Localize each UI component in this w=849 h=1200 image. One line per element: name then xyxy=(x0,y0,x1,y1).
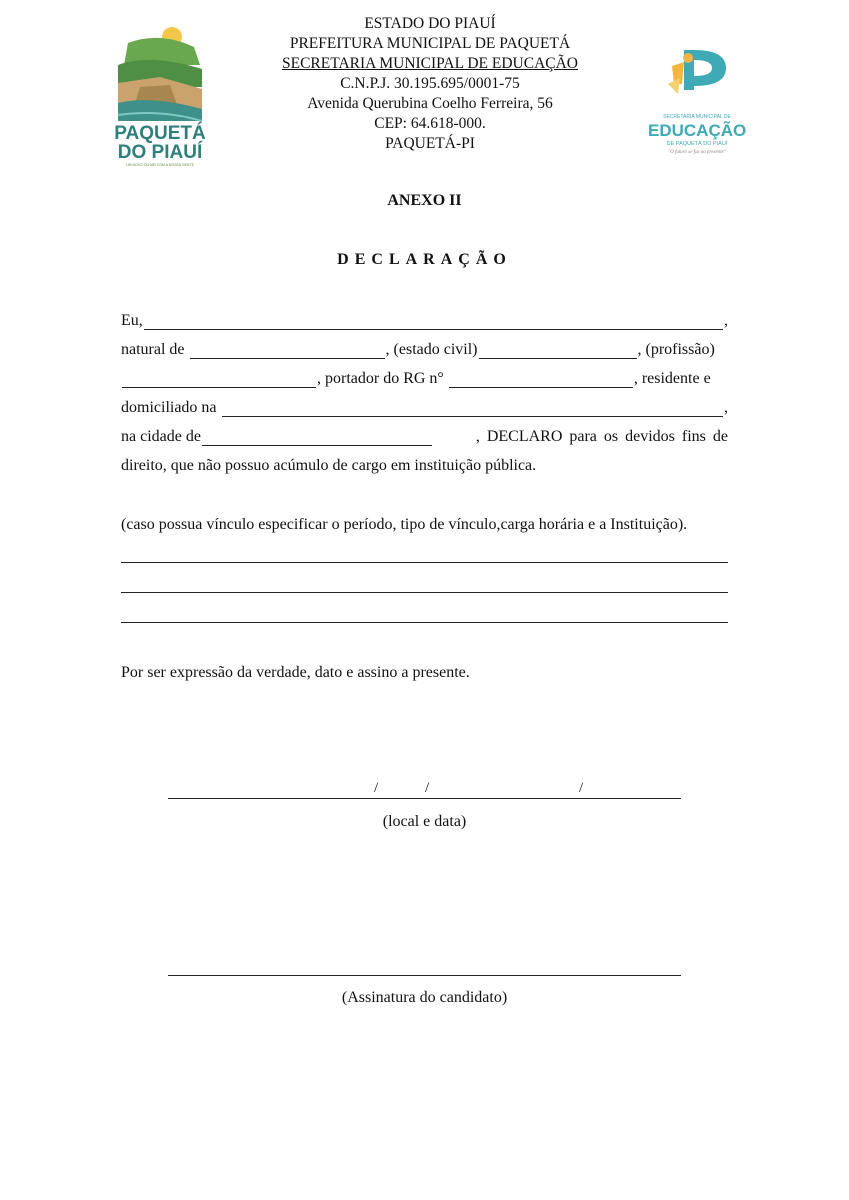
comma: , xyxy=(724,312,728,329)
logo-left-top-text: PREFEITURA DE xyxy=(133,117,187,123)
bond-note: (caso possua vínculo especificar o período, tipo de vínculo,carga horária e a Instituição). xyxy=(121,516,688,533)
header-state: ESTADO DO PIAUÍ xyxy=(364,15,496,32)
rg-field[interactable] xyxy=(449,371,633,388)
date-slash-3: / xyxy=(579,780,584,796)
annex-title: ANEXO II xyxy=(387,192,462,209)
bond-details-line-3[interactable] xyxy=(121,622,728,623)
logo-left-name-2: DO PIAUÍ xyxy=(117,142,203,163)
label-declaro: , DECLARO para os devidos fins de xyxy=(475,428,728,445)
label-domiciliado: domiciliado na xyxy=(121,399,217,416)
signature-field[interactable] xyxy=(168,975,681,976)
form-line-statement: direito, que não possuo acúmulo de cargo em instituição pública. xyxy=(121,457,537,474)
header-address: Avenida Querubina Coelho Ferreira, 56 xyxy=(307,95,553,112)
place-date-caption: (local e data) xyxy=(382,813,467,830)
label-cidade: na cidade de xyxy=(121,428,201,445)
form-line-name xyxy=(121,312,728,334)
education-secretariat-logo xyxy=(648,44,746,164)
form-line-origin xyxy=(121,341,728,363)
logo-right-main: EDUCAÇÃO xyxy=(648,121,747,140)
label-estado-civil: , (estado civil) xyxy=(385,341,478,358)
address-field[interactable] xyxy=(222,400,723,417)
city-field[interactable] xyxy=(202,429,432,446)
name-field[interactable] xyxy=(144,313,723,330)
header-cnpj: C.N.P.J. 30.195.695/0001-75 xyxy=(340,75,520,92)
logo-left-tagline: UM NOVO OLHAR COM A NOSSA GENTE xyxy=(126,163,194,167)
header-prefecture: PREFEITURA MUNICIPAL DE PAQUETÁ xyxy=(289,35,571,52)
logo-right-tagline: "O futuro se faz no presente" xyxy=(668,150,726,155)
bond-details-line-2[interactable] xyxy=(121,592,728,593)
closing-statement: Por ser expressão da verdade, dato e assino a presente. xyxy=(121,664,470,681)
header-city: PAQUETÁ-PI xyxy=(385,135,475,152)
birthplace-field[interactable] xyxy=(190,342,385,359)
comma: , xyxy=(724,399,728,416)
label-rg: , portador do RG n° xyxy=(317,370,444,387)
education-p-emblem-icon xyxy=(648,44,746,116)
date-slash-2: / xyxy=(425,780,430,796)
header-secretariat: SECRETARIA MUNICIPAL DE EDUCAÇÃO xyxy=(281,55,578,72)
form-line-rg xyxy=(121,370,728,392)
form-line-city xyxy=(121,428,728,450)
form-line-address xyxy=(121,399,728,421)
logo-right-top-text: SECRETARIA MUNICIPAL DE xyxy=(663,114,731,120)
label-profissao: , (profissão) xyxy=(637,341,715,358)
declaration-title: DECLARAÇÃO xyxy=(337,251,512,268)
marital-status-field[interactable] xyxy=(479,342,637,359)
label-residente: , residente e xyxy=(633,370,711,387)
logo-left-name-1: PAQUETÁ xyxy=(114,123,206,144)
label-natural-de: natural de xyxy=(121,341,185,358)
logo-right-sub: DE PAQUETÁ DO PIAUÍ xyxy=(666,141,728,147)
date-slash-1: / xyxy=(374,780,379,796)
place-date-field[interactable] xyxy=(168,798,681,799)
letterhead xyxy=(250,14,610,154)
prefecture-logo xyxy=(110,25,210,170)
profession-field[interactable] xyxy=(122,371,316,388)
header-cep: CEP: 64.618-000. xyxy=(374,115,486,132)
signature-caption: (Assinatura do candidato) xyxy=(341,989,508,1006)
label-eu: Eu, xyxy=(121,312,143,329)
bond-details-line-1[interactable] xyxy=(121,562,728,563)
